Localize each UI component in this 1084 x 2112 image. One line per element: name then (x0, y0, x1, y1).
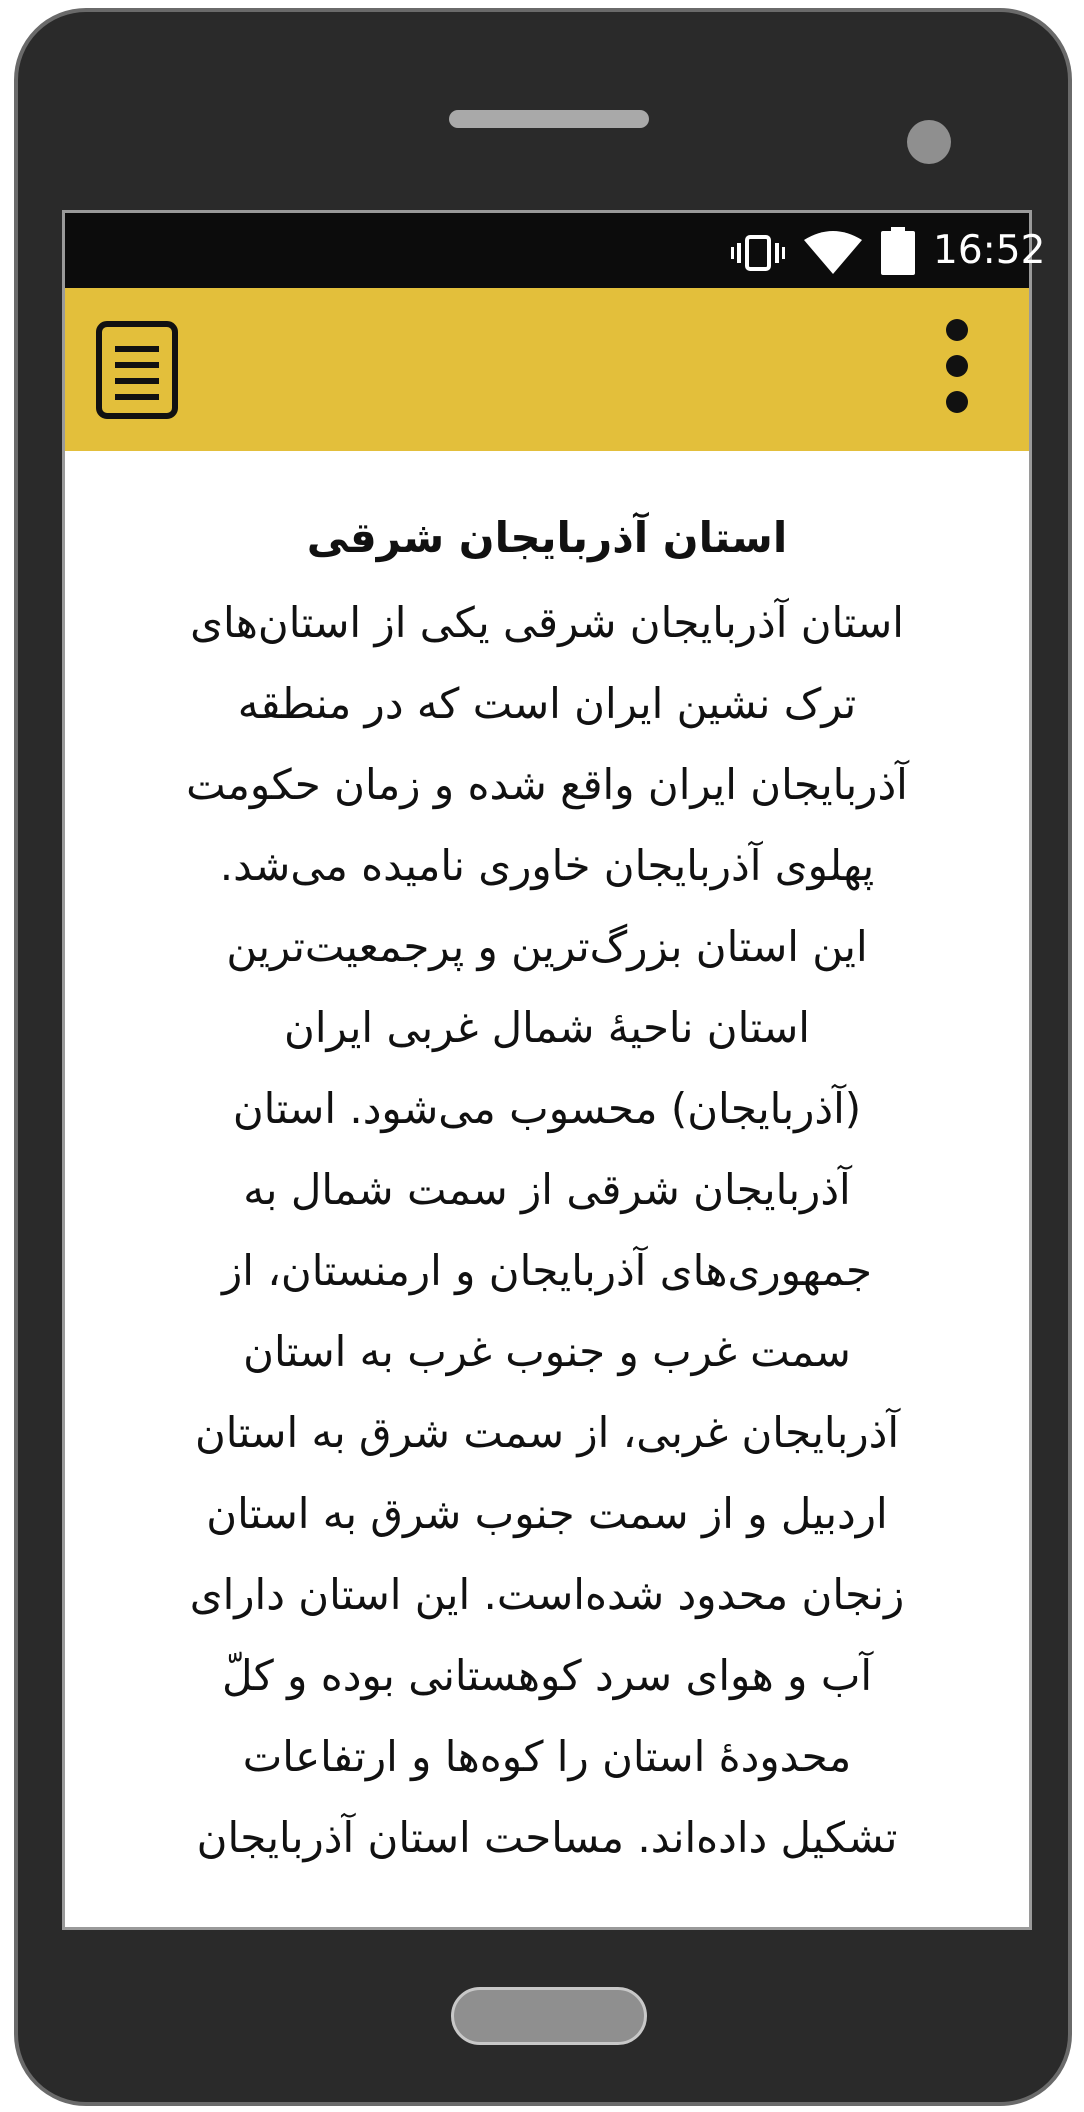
article-title: استان آذربایجان شرقی (306, 513, 788, 562)
app-bar (65, 288, 1029, 451)
speaker-grille (449, 110, 649, 128)
device-screen (62, 210, 1046, 1930)
battery-icon (881, 227, 915, 275)
status-bar (65, 213, 1046, 288)
article-body: استان آذربایجان شرقی یکی از استان‌های ترک نشین ایران است که در منطقه آذربایجان ایران واقع شده و زمان حکومت پهلوی آذربایجان خاوری نامیده می‌شد. این استان بزرگ‌ترین و پرجمعیت‌ترین استان ناحیهٔ شمال غربی ایران (آذربایجان) محسوب می‌شود. استان آذربایجان شرقی از سمت شمال به جمهوری‌های آذربایجان و ارمنستان، از سمت غرب و جنوب غرب به استان آذربایجان غربی، از سمت شرق به استان اردبیل و از سمت جنوب شرق به استان زنجان محدود شده‌است. این استان دارای آب و هوای سرد کوهستانی بوده و کلّ محدودهٔ استان را کوه‌ها و ارتفاعات تشکیل داده‌اند. مساحت استان آذربایجان (186, 598, 908, 1862)
front-camera (907, 120, 951, 164)
more-vert-icon[interactable] (937, 318, 977, 414)
menu-icon[interactable] (95, 320, 179, 420)
vibrate-icon (731, 233, 785, 273)
phone-frame (14, 8, 1072, 2106)
wifi-icon (804, 230, 862, 274)
home-button[interactable] (451, 1987, 647, 2045)
status-time: 16:52 (933, 228, 1046, 273)
article-content (65, 451, 1029, 1933)
